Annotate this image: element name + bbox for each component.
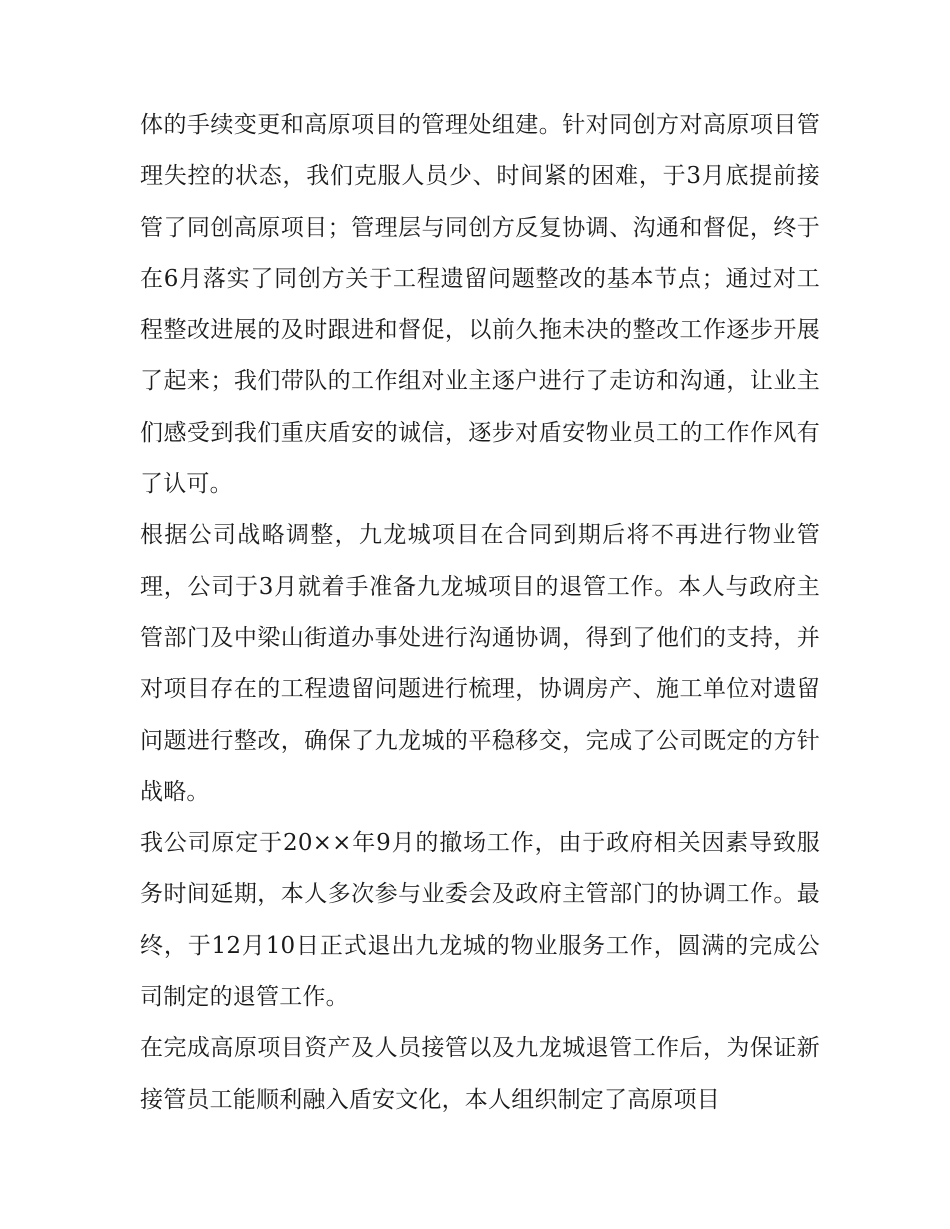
- paragraph-3: 我公司原定于20××年9月的撤场工作，由于政府相关因素导致服务时间延期，本人多次参与业委会及政府主管部门的协调工作。最终，于12月10日正式退出九龙城的物业服务工作，圆满的完成公司制定的退管工作。: [140, 830, 820, 1011]
- paragraph-1: 体的手续变更和高原项目的管理处组建。针对同创方对高原项目管理失控的状态，我们克服人员少、时间紧的困难，于3月底提前接管了同创高原项目；管理层与同创方反复协调、沟通和督促，终于在6月落实了同创方关于工程遗留问题整改的基本节点；通过对工程整改进展的及时跟进和督促，以前久拖未决的整改工作逐步开展了起来；我们带队的工作组对业主逐户进行了走访和沟通，让业主们感受到我们重庆盾安的诚信，逐步对盾安物业员工的工作作风有了认可。: [140, 112, 820, 498]
- document-body: [140, 100, 820, 1126]
- paragraph-2: 根据公司战略调整，九龙城项目在合同到期后将不再进行物业管理，公司于3月就着手准备九龙城项目的退管工作。本人与政府主管部门及中梁山街道办事处进行沟通协调，得到了他们的支持，并对项目存在的工程遗留问题进行梳理，协调房产、施工单位对遗留问题进行整改，确保了九龙城的平稳移交，完成了公司既定的方针战略。: [140, 522, 820, 805]
- paragraph-4: 在完成高原项目资产及人员接管以及九龙城退管工作后，为保证新接管员工能顺利融入盾安文化，本人组织制定了高原项目: [140, 1035, 820, 1113]
